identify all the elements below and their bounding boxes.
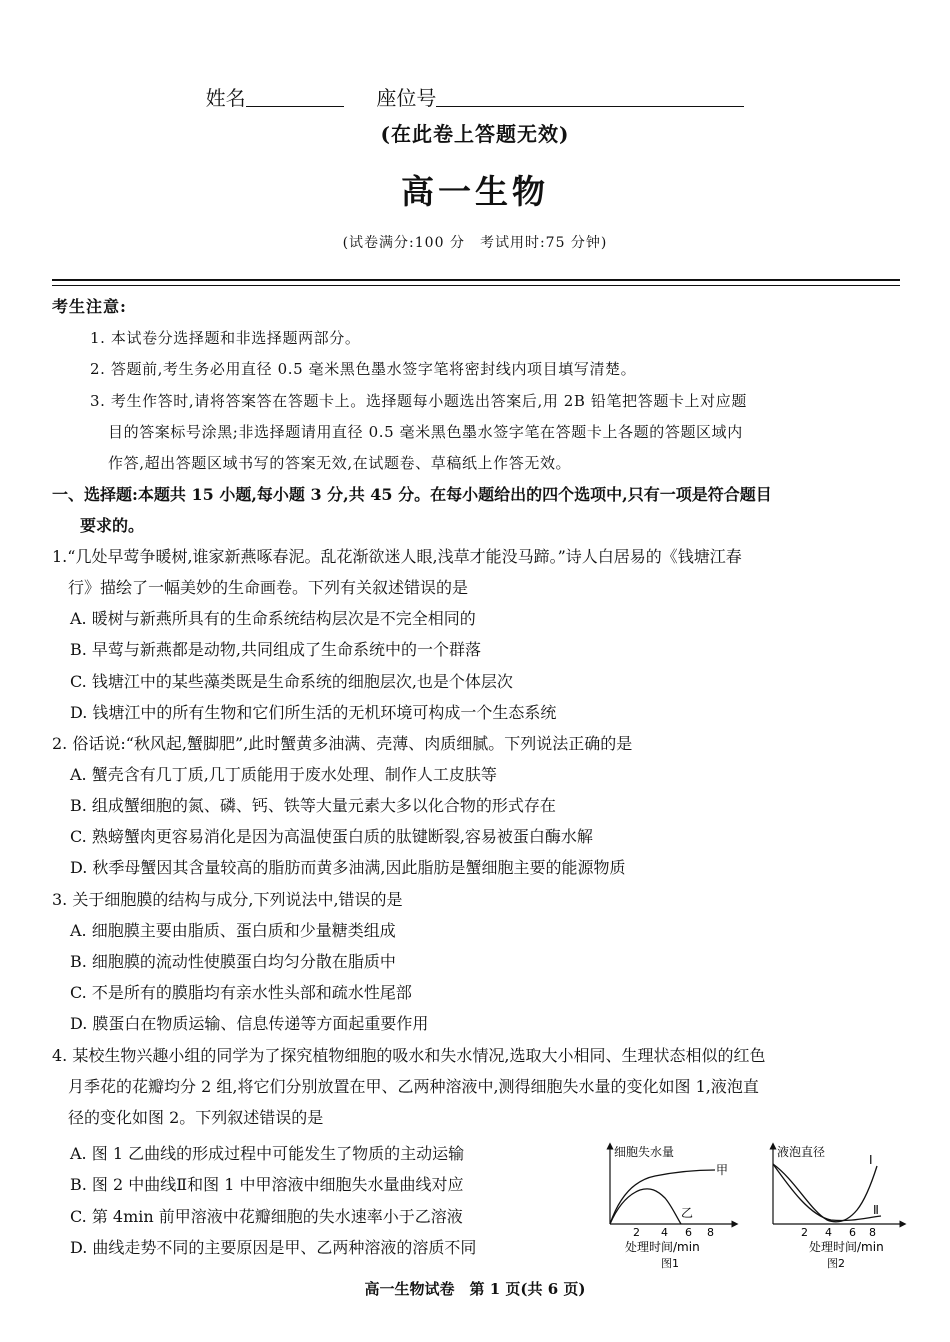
option: D. 钱塘江中的所有生物和它们所生活的无机环境可构成一个生态系统 <box>70 703 557 722</box>
question-stem: 4. 某校生物兴趣小组的同学为了探究植物细胞的吸水和失水情况,选取大小相同、生理状态相似的红色 <box>52 1046 766 1065</box>
option: B. 细胞膜的流动性使膜蛋白均匀分散在脂质中 <box>70 952 396 971</box>
option: A. 细胞膜主要由脂质、蛋白质和少量糖类组成 <box>70 921 396 940</box>
notes-title: 考生注意: <box>52 297 127 316</box>
fig1-tick: 6 <box>685 1226 692 1239</box>
question-stem: 行》描绘了一幅美妙的生命画卷。下列有关叙述错误的是 <box>68 578 469 597</box>
option: A. 蟹壳含有几丁质,几丁质能用于废水处理、制作人工皮肤等 <box>70 765 497 784</box>
fig2-xlabel: 处理时间/min <box>809 1240 884 1254</box>
fig1-tick: 4 <box>661 1226 668 1239</box>
fig2-caption: 图2 <box>827 1257 845 1270</box>
option: A. 图 1 乙曲线的形成过程中可能发生了物质的主动运输 <box>70 1144 465 1163</box>
name-label: 姓名 <box>205 86 246 110</box>
note-item: 作答,超出答题区域书写的答案无效,在试题卷、草稿纸上作答无效。 <box>108 454 572 472</box>
fig1-curve-yi <box>610 1189 681 1224</box>
section-heading-cont: 要求的。 <box>80 516 145 535</box>
question-stem: 3. 关于细胞膜的结构与成分,下列说法中,错误的是 <box>52 890 403 909</box>
fig1-curve-jia <box>610 1170 715 1224</box>
fig2-ylabel: 液泡直径 <box>777 1145 826 1159</box>
option: B. 早莺与新燕都是动物,共同组成了生命系统中的一个群落 <box>70 640 482 659</box>
header-rule-thin <box>52 285 900 286</box>
fig2-tick: 6 <box>849 1226 856 1239</box>
fig1-label-jia: 甲 <box>716 1163 729 1177</box>
section-heading: 一、选择题:本题共 15 小题,每小题 3 分,共 45 分。在每小题给出的四个选项中,只有一项是符合题目 <box>52 485 772 504</box>
invalid-answer-warning: (在此卷上答题无效) <box>380 122 570 146</box>
figure-2-vacuole-diameter-chart <box>765 1140 915 1275</box>
page-footer: 高一生物试卷 第 1 页(共 6 页) <box>364 1280 586 1298</box>
fig2-tick: 4 <box>825 1226 832 1239</box>
seat-label: 座位号 <box>376 86 437 110</box>
fig2-curve-II <box>773 1164 881 1221</box>
fig1-tick: 8 <box>707 1226 714 1239</box>
seat-blank[interactable] <box>436 86 744 107</box>
header-rule-thick <box>52 279 900 281</box>
note-item: 3. 考生作答时,请将答案答在答题卡上。选择题每小题选出答案后,用 2B 铅笔把答题卡上对应题 <box>90 392 747 410</box>
option: C. 不是所有的膜脂均有亲水性头部和疏水性尾部 <box>70 983 412 1002</box>
note-item: 目的答案标号涂黑;非选择题请用直径 0.5 毫米黑色墨水签字笔在答题卡上各题的答题区域内 <box>108 423 743 441</box>
option: B. 图 2 中曲线Ⅱ和图 1 中甲溶液中细胞失水量曲线对应 <box>70 1175 464 1194</box>
note-item: 1. 本试卷分选择题和非选择题两部分。 <box>90 329 361 347</box>
option: C. 第 4min 前甲溶液中花瓣细胞的失水速率小于乙溶液 <box>70 1207 463 1226</box>
question-stem: 月季花的花瓣均分 2 组,将它们分别放置在甲、乙两种溶液中,测得细胞失水量的变化如图 1,液泡直 <box>68 1077 759 1096</box>
figure-1-water-loss-chart <box>595 1140 745 1275</box>
fig1-label-yi: 乙 <box>681 1206 694 1220</box>
page-title: 高一生物 <box>401 172 549 211</box>
fig1-caption: 图1 <box>661 1257 679 1270</box>
option: C. 熟螃蟹肉更容易消化是因为高温使蛋白质的肽键断裂,容易被蛋白酶水解 <box>70 827 593 846</box>
fig2-tick: 2 <box>801 1226 808 1239</box>
name-blank[interactable] <box>246 86 344 107</box>
exam-subtitle: (试卷满分:100 分 考试用时:75 分钟) <box>342 235 608 251</box>
option: D. 秋季母蟹因其含量较高的脂肪而黄多油满,因此脂肪是蟹细胞主要的能源物质 <box>70 858 626 877</box>
fig2-label-II: Ⅱ <box>873 1203 879 1217</box>
candidate-info-line <box>0 82 950 111</box>
option: C. 钱塘江中的某些藻类既是生命系统的细胞层次,也是个体层次 <box>70 672 513 691</box>
fig2-curve-I <box>773 1164 877 1222</box>
option: B. 组成蟹细胞的氮、磷、钙、铁等大量元素大多以化合物的形式存在 <box>70 796 556 815</box>
question-stem: 1.“几处早莺争暖树,谁家新燕啄春泥。乱花渐欲迷人眼,浅草才能没马蹄。”诗人白居易的《钱塘江春 <box>52 547 742 566</box>
note-item: 2. 答题前,考生务必用直径 0.5 毫米黑色墨水签字笔将密封线内项目填写清楚。 <box>90 360 637 378</box>
option: D. 膜蛋白在物质运输、信息传递等方面起重要作用 <box>70 1014 429 1033</box>
fig2-label-I: Ⅰ <box>869 1153 873 1167</box>
fig1-ylabel: 细胞失水量 <box>614 1145 675 1159</box>
option: A. 暖树与新燕所具有的生命系统结构层次是不完全相同的 <box>70 609 476 628</box>
question-stem: 径的变化如图 2。下列叙述错误的是 <box>68 1108 324 1127</box>
fig1-tick: 2 <box>633 1226 640 1239</box>
question-stem: 2. 俗话说:“秋风起,蟹脚肥”,此时蟹黄多油满、壳薄、肉质细腻。下列说法正确的是 <box>52 734 633 753</box>
fig2-tick: 8 <box>869 1226 876 1239</box>
fig1-xlabel: 处理时间/min <box>625 1240 700 1254</box>
option: D. 曲线走势不同的主要原因是甲、乙两种溶液的溶质不同 <box>70 1238 477 1257</box>
